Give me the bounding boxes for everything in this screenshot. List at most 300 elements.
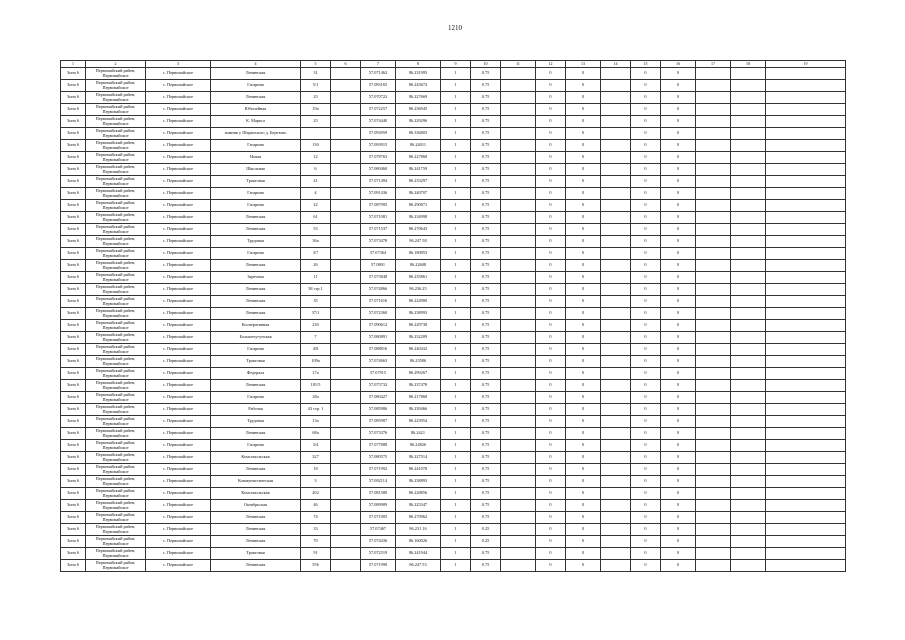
empty-cell [501,80,536,92]
empty-cell [766,560,846,572]
village-cell: с. Первомайское [146,224,211,236]
longitude-cell: 86.247 53 [396,560,441,572]
count-cell: 1 [441,236,471,248]
value-cell: 0 [536,80,566,92]
volume-cell: 0.75 [471,188,501,200]
value-cell: 0 [661,80,696,92]
empty-cell [331,140,361,152]
district-cell: Первомайский район, Первомайское [86,236,146,248]
latitude-cell: 57.088816 [361,344,396,356]
volume-cell: 0.75 [471,560,501,572]
empty-cell [696,428,731,440]
volume-cell: 0.75 [471,392,501,404]
empty-cell [766,188,846,200]
value-cell: 0 [536,296,566,308]
empty-cell [331,548,361,560]
house-number-cell: 3 [301,476,331,488]
latitude-cell: 57.071992 [361,464,396,476]
count-cell: 1 [441,356,471,368]
table-row [61,224,846,236]
value-cell: 0 [661,224,696,236]
empty-cell [696,488,731,500]
longitude-cell: 86.231 16 [396,524,441,536]
empty-cell [501,224,536,236]
empty-cell [696,236,731,248]
longitude-cell: 86.228856 [396,488,441,500]
empty-cell [696,500,731,512]
village-cell: с. Первомайское [146,452,211,464]
value-cell: 0 [661,236,696,248]
street-cell: Трактовая [211,548,301,560]
street-cell: зимник у Шарапского д. Березово [211,128,301,140]
value-cell: 0 [536,560,566,572]
empty-cell [766,440,846,452]
value-cell: 0 [661,476,696,488]
zone-cell: Зона 6 [61,308,86,320]
district-cell: Первомайский район, Первомайское [86,356,146,368]
empty-cell [696,128,731,140]
longitude-cell: 86.233297 [396,176,441,188]
longitude-cell: 86.227514 [396,452,441,464]
zone-cell: Зона 6 [61,332,86,344]
count-cell: 1 [441,392,471,404]
empty-cell [331,452,361,464]
empty-cell [696,224,731,236]
latitude-cell: 57.085987 [361,416,396,428]
empty-cell [731,440,766,452]
street-cell: Трактовая [211,176,301,188]
empty-cell [696,164,731,176]
longitude-cell: 86.224900 [396,296,441,308]
value-cell: 0 [566,536,601,548]
empty-cell [331,536,361,548]
empty-cell [601,104,631,116]
value-cell: 0 [631,212,661,224]
table-row [61,536,846,548]
table-row [61,284,846,296]
empty-cell [601,152,631,164]
empty-cell [731,284,766,296]
longitude-cell: 86.2421 [396,428,441,440]
column-number-header: 12 [536,61,566,68]
village-cell: с. Первомайское [146,164,211,176]
value-cell: 0 [566,176,601,188]
value-cell: 0 [536,428,566,440]
longitude-cell: 86.22608 [396,260,441,272]
house-number-cell: 31 [301,68,331,80]
value-cell: 0 [631,224,661,236]
village-cell: с. Первомайское [146,344,211,356]
longitude-cell: 86.23586 [396,356,441,368]
empty-cell [501,68,536,80]
empty-cell [501,452,536,464]
table-row [61,404,846,416]
empty-cell [731,176,766,188]
zone-cell: Зона 6 [61,260,86,272]
latitude-cell: 57.091436 [361,188,396,200]
village-cell: с. Первомайское [146,236,211,248]
table-row [61,464,846,476]
district-cell: Первомайский район, Первомайское [86,140,146,152]
value-cell: 0 [631,452,661,464]
empty-cell [501,464,536,476]
empty-cell [601,560,631,572]
value-cell: 0 [536,368,566,380]
value-cell: 0 [566,500,601,512]
latitude-cell: 57.072360 [361,308,396,320]
count-cell: 1 [441,500,471,512]
value-cell: 0 [631,512,661,524]
longitude-cell: 86.243674 [396,80,441,92]
count-cell: 1 [441,368,471,380]
house-number-cell: 5/1 [301,80,331,92]
value-cell: 0 [661,284,696,296]
house-number-cell: 6 [301,164,331,176]
empty-cell [766,404,846,416]
empty-cell [601,308,631,320]
table-row [61,164,846,176]
district-cell: Первомайский район, Первомайское [86,128,146,140]
district-cell: Первомайский район, Первомайское [86,152,146,164]
house-number-cell: 23 [301,116,331,128]
zone-cell: Зона 6 [61,488,86,500]
value-cell: 0 [631,344,661,356]
empty-cell [501,512,536,524]
zone-cell: Зона 6 [61,164,86,176]
empty-cell [731,236,766,248]
empty-cell [731,524,766,536]
village-cell: с. Первомайское [146,176,211,188]
zone-cell: Зона 6 [61,296,86,308]
value-cell: 0 [536,104,566,116]
longitude-cell: 86.336803 [396,128,441,140]
empty-cell [331,320,361,332]
latitude-cell: 57.072519 [361,548,396,560]
count-cell: 1 [441,176,471,188]
value-cell: 0 [536,452,566,464]
empty-cell [331,116,361,128]
page-number: 1210 [448,24,462,32]
value-cell: 0 [631,560,661,572]
value-cell: 0 [566,320,601,332]
empty-cell [601,248,631,260]
house-number-cell: 91 [301,548,331,560]
empty-cell [601,536,631,548]
zone-cell: Зона 6 [61,200,86,212]
column-number-header: 8 [396,61,441,68]
empty-cell [501,428,536,440]
zone-cell: Зона 6 [61,176,86,188]
value-cell: 0 [631,404,661,416]
value-cell: 0 [661,536,696,548]
value-cell: 0 [631,356,661,368]
village-cell: с. Первомайское [146,488,211,500]
empty-cell [696,308,731,320]
longitude-cell: 86.229738 [396,320,441,332]
value-cell: 0 [631,500,661,512]
value-cell: 0 [661,308,696,320]
empty-cell [331,392,361,404]
value-cell: 0 [631,548,661,560]
empty-cell [601,500,631,512]
empty-cell [331,524,361,536]
empty-cell [696,536,731,548]
house-number-cell: 23 [301,92,331,104]
empty-cell [731,152,766,164]
district-cell: Первомайский район, Первомайское [86,164,146,176]
value-cell: 0 [566,248,601,260]
street-cell: Комсомольская [211,488,301,500]
empty-cell [601,164,631,176]
district-cell: Первомайский район, Первомайское [86,500,146,512]
zone-cell: Зона 6 [61,500,86,512]
value-cell: 0 [566,560,601,572]
value-cell: 0 [661,320,696,332]
column-number-header: 5 [301,61,331,68]
street-cell: Ленинская [211,308,301,320]
empty-cell [331,164,361,176]
volume-cell: 0.75 [471,272,501,284]
value-cell: 0 [566,140,601,152]
district-cell: Первомайский район, Первомайское [86,344,146,356]
empty-cell [331,332,361,344]
zone-cell: Зона 6 [61,104,86,116]
table-header-row [61,61,846,68]
table-row [61,320,846,332]
table-row [61,116,846,128]
house-number-cell: 230 [301,320,331,332]
district-cell: Первомайский район, Первомайское [86,104,146,116]
street-cell: Федерала [211,368,301,380]
empty-cell [766,320,846,332]
value-cell: 0 [566,344,601,356]
house-number-cell: 109а [301,356,331,368]
table-row [61,560,846,572]
empty-cell [501,320,536,332]
latitude-cell: 57.074436 [361,536,396,548]
empty-cell [501,260,536,272]
value-cell: 0 [631,392,661,404]
longitude-cell: 86.229296 [396,116,441,128]
value-cell: 0 [661,560,696,572]
house-number-cell: 38 стр.1 [301,284,331,296]
value-cell: 0 [536,152,566,164]
value-cell: 0 [536,68,566,80]
table-row [61,452,846,464]
value-cell: 0 [566,440,601,452]
empty-cell [331,380,361,392]
district-cell: Первомайский район, Первомайское [86,80,146,92]
street-cell: Ленинская [211,260,301,272]
volume-cell: 0.75 [471,476,501,488]
house-number-cell: 26 [301,260,331,272]
value-cell: 0 [536,92,566,104]
empty-cell [731,488,766,500]
empty-cell [501,236,536,248]
empty-cell [766,212,846,224]
empty-cell [731,272,766,284]
empty-cell [731,116,766,128]
house-number-cell: 37/1 [301,308,331,320]
value-cell: 0 [566,308,601,320]
empty-cell [331,260,361,272]
value-cell: 0 [661,488,696,500]
empty-cell [331,308,361,320]
empty-cell [501,92,536,104]
value-cell: 0 [661,200,696,212]
volume-cell: 0.75 [471,284,501,296]
value-cell: 0 [566,224,601,236]
empty-cell [601,476,631,488]
volume-cell: 0.75 [471,320,501,332]
empty-cell [696,272,731,284]
empty-cell [601,392,631,404]
longitude-cell: 86.234998 [396,212,441,224]
empty-cell [501,296,536,308]
value-cell: 0 [631,116,661,128]
street-cell: Ленинская [211,380,301,392]
empty-cell [731,200,766,212]
volume-cell: 0.75 [471,332,501,344]
house-number-cell: 36а [301,236,331,248]
empty-cell [766,368,846,380]
table-row [61,368,846,380]
village-cell: с. Первомайское [146,356,211,368]
latitude-cell: 57.071494 [361,176,396,188]
village-cell: с. Первомайское [146,440,211,452]
empty-cell [696,332,731,344]
district-cell: Первомайский район, Первомайское [86,200,146,212]
empty-cell [601,116,631,128]
empty-cell [696,284,731,296]
longitude-cell: 86.223954 [396,416,441,428]
value-cell: 0 [631,188,661,200]
table-row [61,392,846,404]
empty-cell [331,416,361,428]
village-cell: с. Первомайское [146,500,211,512]
house-number-cell: 28а [301,392,331,404]
value-cell: 0 [661,248,696,260]
value-cell: 0 [631,68,661,80]
village-cell: с. Первомайское [146,200,211,212]
empty-cell [501,500,536,512]
village-cell: с. Первомайское [146,284,211,296]
value-cell: 0 [661,92,696,104]
value-cell: 0 [536,416,566,428]
empty-cell [696,152,731,164]
empty-cell [601,356,631,368]
table-row [61,260,846,272]
village-cell: с. Первомайское [146,260,211,272]
latitude-cell: 57.072257 [361,104,396,116]
empty-cell [601,212,631,224]
empty-cell [731,140,766,152]
latitude-cell: 57.087995 [361,200,396,212]
street-cell: Ленинская [211,560,301,572]
empty-cell [696,140,731,152]
latitude-cell: 57.080427 [361,392,396,404]
empty-cell [501,272,536,284]
empty-cell [696,476,731,488]
value-cell: 0 [536,164,566,176]
table-row [61,152,846,164]
house-number-cell: 202 [301,488,331,500]
empty-cell [731,68,766,80]
village-cell: с. Первомайское [146,152,211,164]
empty-cell [601,452,631,464]
value-cell: 0 [661,128,696,140]
longitude-cell: 86.24011 [396,140,441,152]
value-cell: 0 [536,524,566,536]
street-cell: Заречная [211,272,301,284]
table-row [61,308,846,320]
value-cell: 0 [566,284,601,296]
empty-cell [766,536,846,548]
value-cell: 0 [566,188,601,200]
value-cell: 0 [661,512,696,524]
empty-cell [601,380,631,392]
empty-cell [766,344,846,356]
table-row [61,548,846,560]
column-number-header: 10 [471,61,501,68]
value-cell: 0 [631,284,661,296]
house-number-cell: 4/8 [301,344,331,356]
value-cell: 0 [566,404,601,416]
value-cell: 0 [661,356,696,368]
empty-cell [731,296,766,308]
street-cell: Школьная [211,164,301,176]
empty-cell [696,560,731,572]
village-cell: с. Первомайское [146,404,211,416]
empty-cell [766,380,846,392]
longitude-cell: 86.236.25 [396,284,441,296]
latitude-cell: 57.073376 [361,428,396,440]
empty-cell [766,428,846,440]
empty-cell [601,524,631,536]
empty-cell [501,404,536,416]
value-cell: 0 [566,332,601,344]
street-cell: Гагарина [211,440,301,452]
district-cell: Первомайский район, Первомайское [86,212,146,224]
latitude-cell: 57.07915 [361,368,396,380]
empty-cell [766,80,846,92]
table-row [61,128,846,140]
empty-cell [501,116,536,128]
zone-cell: Зона 6 [61,188,86,200]
value-cell: 0 [536,392,566,404]
value-cell: 0 [566,464,601,476]
empty-cell [696,368,731,380]
latitude-cell: 57.078763 [361,152,396,164]
empty-cell [331,476,361,488]
empty-cell [331,368,361,380]
latitude-cell: 57.093959 [361,128,396,140]
longitude-cell: 86.241944 [396,548,441,560]
empty-cell [696,188,731,200]
empty-cell [601,140,631,152]
empty-cell [331,188,361,200]
village-cell: с. Первомайское [146,392,211,404]
district-cell: Первомайский район, Первомайское [86,392,146,404]
empty-cell [731,248,766,260]
value-cell: 0 [566,392,601,404]
house-number-cell: 33 [301,524,331,536]
volume-cell: 0.75 [471,416,501,428]
house-number-cell: 35 [301,296,331,308]
table-row [61,488,846,500]
table-row [61,476,846,488]
village-cell: с. Первомайское [146,104,211,116]
